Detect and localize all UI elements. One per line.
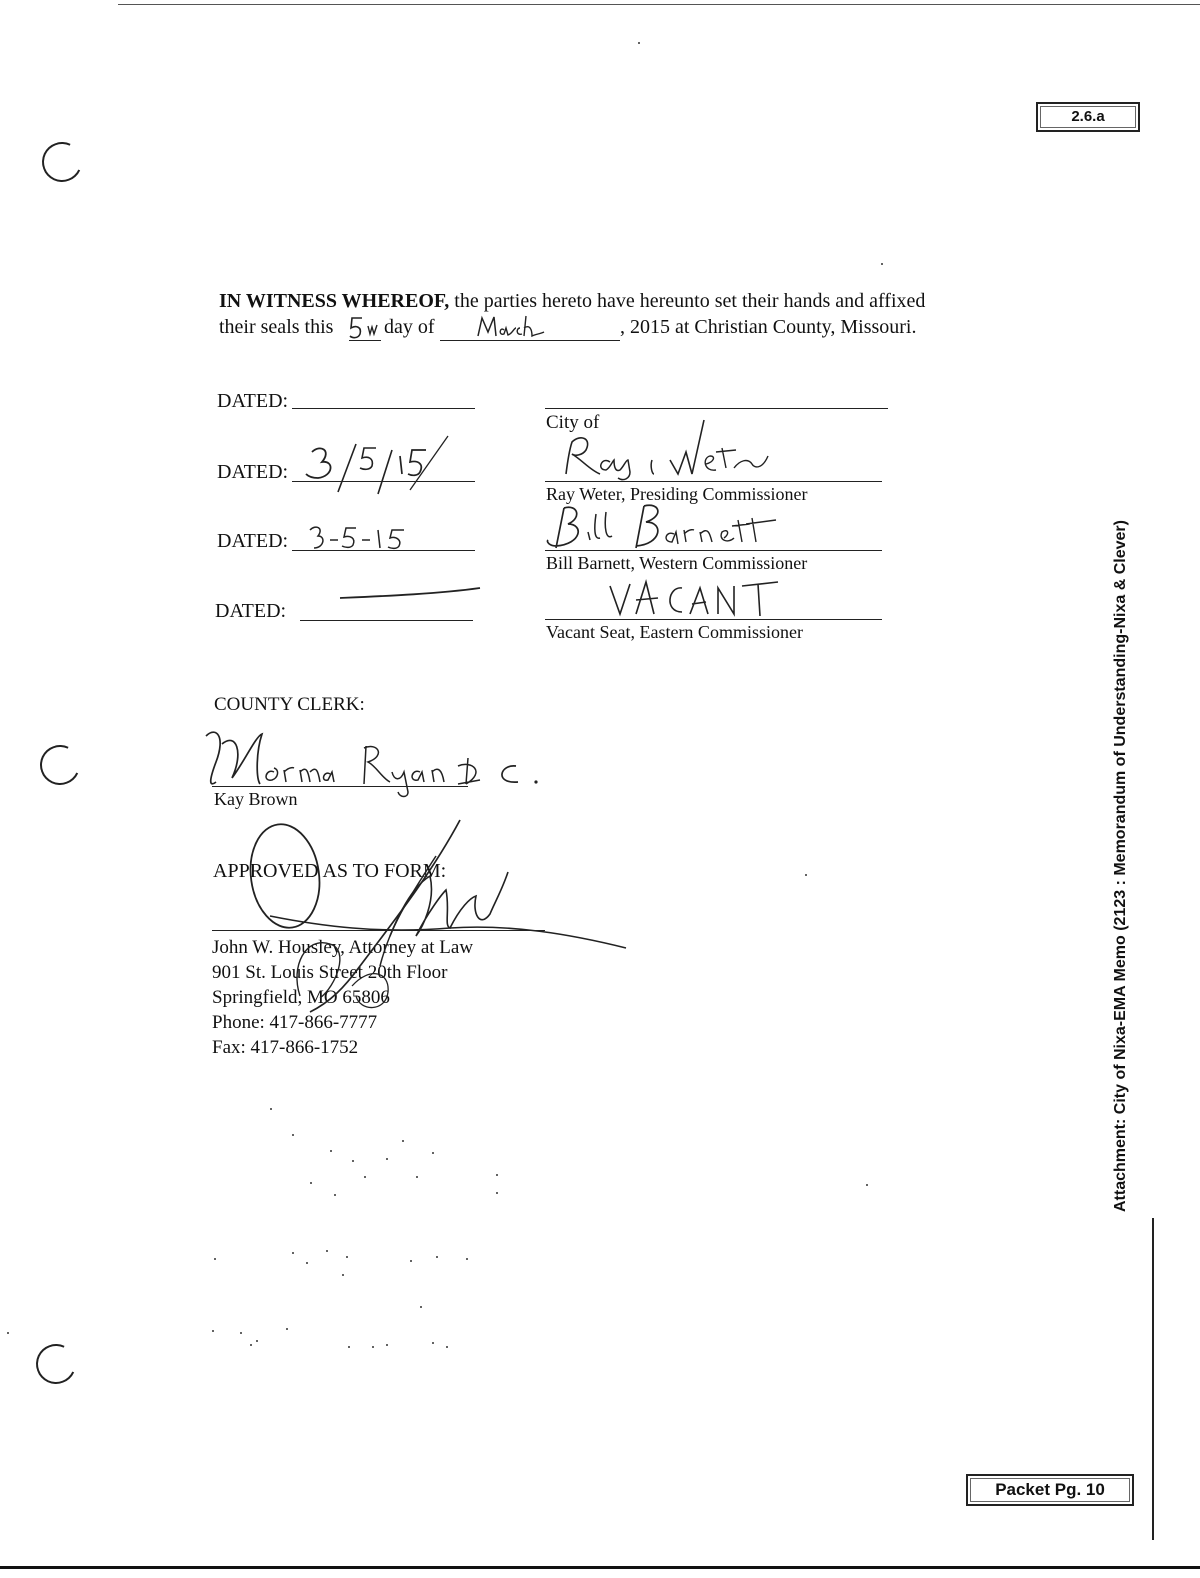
- scan-speck: [256, 1340, 258, 1342]
- scan-speck: [416, 1176, 418, 1178]
- hole-punch-top: [36, 136, 87, 187]
- scan-speck: [410, 1260, 412, 1262]
- scan-speck: [346, 1256, 348, 1258]
- scan-speck: [446, 1346, 448, 1348]
- witness-lead: IN WITNESS WHEREOF,: [219, 290, 450, 312]
- attorney-signature: [240, 816, 630, 1016]
- scan-speck: [342, 1274, 344, 1276]
- scan-speck: [326, 1250, 328, 1252]
- city-top-line: [545, 408, 888, 409]
- month-handwritten: [474, 312, 564, 342]
- witness-line1-text: the parties hereto have hereunto set their hands and affixed: [454, 290, 926, 312]
- day-handwritten: [348, 312, 388, 342]
- scan-top-edge: [118, 4, 1200, 5]
- scan-speck: [270, 1108, 272, 1110]
- section-tag-text: 2.6.a: [1071, 108, 1105, 125]
- witness-line2-a: their seals this: [219, 316, 334, 338]
- dated-line-1: [292, 408, 475, 409]
- scan-speck: [352, 1160, 354, 1162]
- dated-label-2: DATED:: [217, 461, 289, 483]
- signer-3-title: Vacant Seat, Eastern Commissioner: [546, 622, 803, 642]
- county-clerk-label: COUNTY CLERK:: [214, 694, 365, 715]
- attachment-side-note: Attachment: City of Nixa-EMA Memo (2123 : Memorandum of Understanding-Nixa & Clever): [1112, 520, 1129, 1212]
- date-3-handwritten: [306, 522, 416, 554]
- approved-label: APPROVED AS TO FORM:: [213, 860, 447, 882]
- scan-speck: [420, 1306, 422, 1308]
- scan-speck: [212, 1330, 214, 1332]
- scan-speck: [330, 1150, 332, 1152]
- scan-speck: [214, 1258, 216, 1260]
- scan-speck: [334, 1194, 336, 1196]
- signer-2-signature: [544, 500, 814, 558]
- hole-punch-bottom: [30, 1338, 81, 1389]
- witness-line2-c: , 2015 at Christian County, Missouri.: [620, 316, 917, 338]
- scan-speck: [286, 1328, 288, 1330]
- scan-speck: [250, 1344, 252, 1346]
- scan-speck: [386, 1158, 388, 1160]
- city-of-label: City of: [546, 412, 600, 433]
- attorney-city: Springfield, MO 65806: [212, 987, 390, 1008]
- signer-1-signature: [556, 412, 796, 484]
- scan-speck: [866, 1184, 868, 1186]
- attorney-fax: Fax: 417-866-1752: [212, 1037, 359, 1058]
- scan-speck: [386, 1344, 388, 1346]
- hole-punch-middle: [34, 739, 85, 790]
- county-clerk-name: Kay Brown: [214, 789, 298, 809]
- attorney-street: 901 St. Louis Street 20th Floor: [212, 962, 448, 983]
- scan-speck: [805, 874, 807, 876]
- scan-speck: [436, 1256, 438, 1258]
- scan-speck: [496, 1174, 498, 1176]
- witness-line2-b: day of: [384, 316, 435, 338]
- attorney-name: John W. Housley, Attorney at Law: [212, 937, 474, 958]
- packet-page-text: Packet Pg. 10: [995, 1480, 1105, 1499]
- scan-speck: [881, 263, 883, 265]
- witness-line-1: [219, 290, 925, 313]
- scan-speck: [348, 1346, 350, 1348]
- dated-label-1: DATED:: [217, 390, 289, 412]
- dated-label-4: DATED:: [215, 600, 287, 622]
- scan-speck: [496, 1192, 498, 1194]
- scan-speck: [292, 1134, 294, 1136]
- signer-2-title: Bill Barnett, Western Commissioner: [546, 553, 808, 573]
- signer-3-vacant-handwritten: [606, 578, 786, 620]
- scan-speck: [306, 1262, 308, 1264]
- date-2-handwritten: [300, 430, 460, 498]
- scan-speck: [432, 1342, 434, 1344]
- scan-speck: [372, 1346, 374, 1348]
- scan-speck: [310, 1182, 312, 1184]
- scan-speck: [240, 1332, 242, 1334]
- scan-bottom-edge: [0, 1566, 1200, 1569]
- dated-line-4: [300, 620, 473, 621]
- right-margin-rule: [1152, 1218, 1154, 1540]
- scan-speck: [638, 42, 640, 44]
- section-tag: [1036, 102, 1140, 132]
- scan-speck: [292, 1252, 294, 1254]
- packet-page-tag: [966, 1474, 1134, 1506]
- dated-label-3: DATED:: [217, 530, 289, 552]
- date-4-dash: [336, 584, 486, 604]
- scan-speck: [432, 1152, 434, 1154]
- signer-1-title: Ray Weter, Presiding Commissioner: [546, 484, 808, 504]
- scan-speck: [402, 1140, 404, 1142]
- scan-speck: [466, 1258, 468, 1260]
- scan-speck: [7, 1332, 9, 1334]
- attorney-phone: Phone: 417-866-7777: [212, 1012, 378, 1033]
- scan-speck: [364, 1176, 366, 1178]
- witness-line-2: [219, 316, 333, 339]
